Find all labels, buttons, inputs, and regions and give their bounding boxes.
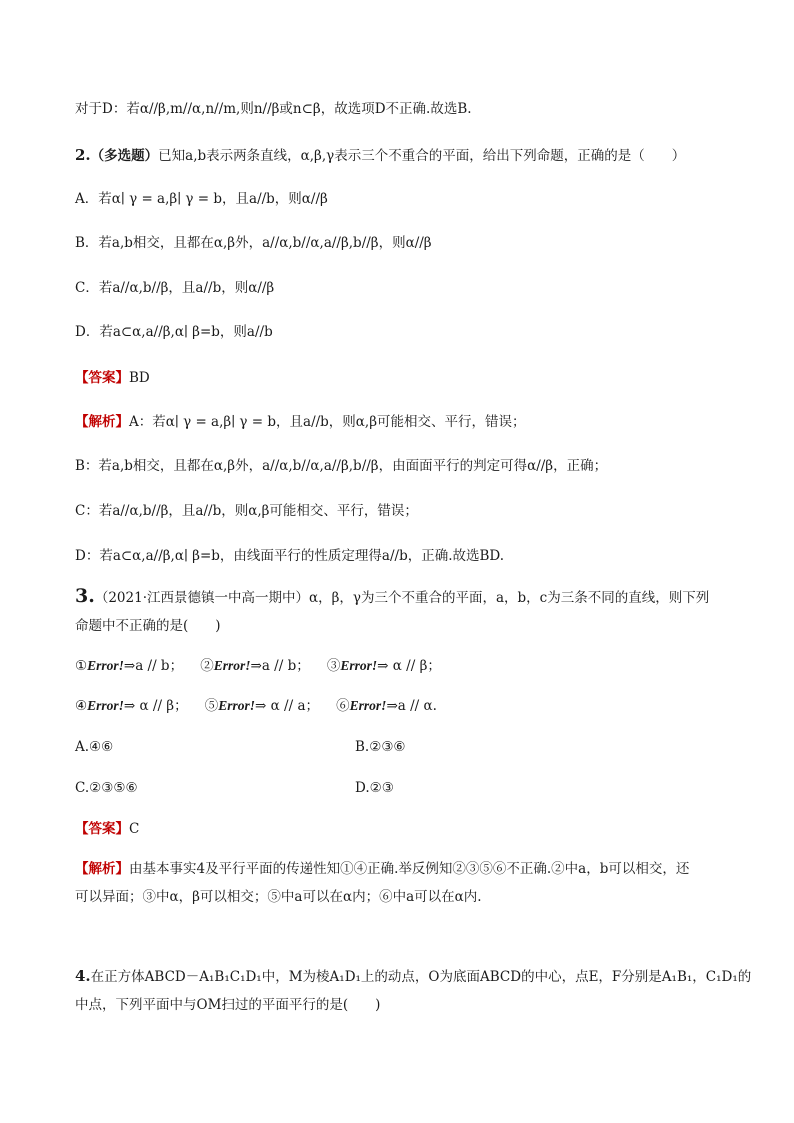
explanation-3a [75, 860, 689, 878]
question-text: 在正方体ABCD－A₁B₁C₁D₁中，M为棱A₁D₁上的动点，O为底面ABCD的中心，点E，F分别是A₁B₁，C₁D₁的 [90, 969, 752, 985]
statement-1-marker: ① [75, 658, 88, 674]
statement-6-error: Error! [349, 698, 387, 713]
explanation-2a [75, 413, 526, 431]
explanation-text: 由基本事实4及平行平面的传递性知①④正确.举反例知②③⑤⑥不正确.②中a，b可以相交，还 [129, 861, 690, 877]
option-b: B.②③⑥ [355, 739, 406, 755]
question-4-line2: 中点，下列平面中与OM扫过的平面平行的是( ) [75, 997, 381, 1013]
statement-4-conclusion: ⇒ α // β； [123, 698, 188, 714]
answer-2 [75, 369, 150, 387]
option-d: D.②③ [355, 780, 394, 796]
question-number: 4. [75, 967, 91, 985]
question-number: 3. [75, 585, 95, 607]
option-b: B．若a,b相交，且都在α,β外，a//α,b//α,a//β,b//β，则α//β [75, 235, 432, 251]
answer-value: BD [129, 370, 150, 386]
statement-5-conclusion: ⇒ α // a； [255, 698, 319, 714]
statement-2-marker: ② [200, 658, 214, 674]
answer-tag: 【答案】 [75, 370, 129, 386]
question-tag: （多选题） [90, 148, 159, 164]
question-text: 已知a,b表示两条直线，α,β,γ表示三个不重合的平面，给出下列命题，正确的是（ ） [158, 148, 686, 164]
answer-3 [75, 820, 139, 838]
statement-1-error: Error! [87, 658, 124, 673]
explanation-tag: 【解析】 [75, 861, 129, 877]
explanation-tag: 【解析】 [75, 414, 129, 430]
question-4-line1 [75, 967, 751, 986]
statement-6-marker: ⑥ [336, 698, 350, 714]
question-3-line2: 命题中不正确的是( ) [75, 618, 221, 634]
statement-5-error: Error! [218, 698, 256, 713]
statement-3-error: Error! [340, 658, 378, 673]
statement-6-conclusion: ⇒a // α. [386, 698, 437, 714]
answer-tag: 【答案】 [75, 821, 129, 837]
explanation-2c: C：若a//α,b//β，且a//b，则α,β可能相交、平行，错误； [75, 503, 418, 519]
statement-4-error: Error! [87, 698, 124, 713]
question-2 [75, 146, 685, 165]
statement-2-conclusion: ⇒a // b； [250, 658, 310, 674]
option-a: A．若α∣ γ = a,β∣ γ = b，且a//b，则α//β [75, 191, 328, 207]
statement-3-marker: ③ [326, 658, 341, 674]
option-a: A.④⑥ [75, 739, 114, 755]
option-c: C．若a//α,b//β，且a//b，则α//β [75, 280, 275, 296]
answer-value: C [129, 821, 140, 837]
question-3-line1 [75, 587, 709, 607]
statement-4-marker: ④ [75, 698, 88, 714]
explanation-2d: D：若a⊂α,a//β,α∣ β=b，由线面平行的性质定理得a//b，正确.故选BD. [75, 548, 505, 564]
statement-1-conclusion: ⇒a // b； [123, 658, 184, 674]
option-c: C.②③⑤⑥ [75, 780, 138, 796]
question-text: （2021·江西景德镇一中高一期中）α，β，γ为三个不重合的平面，a，b，c为三条不同的直线，则下列 [94, 590, 710, 606]
question-number: 2. [75, 146, 91, 164]
explanation-2b: B：若a,b相交，且都在α,β外，a//α,b//α,a//β,b//β，由面面平行的判定可得α//β，正确； [75, 458, 608, 474]
text-line: 对于D：若α//β,m//α,n//m,则n//β或n⊂β，故选项D不正确.故选B. [75, 101, 472, 117]
statement-3-conclusion: ⇒ α // β； [377, 658, 441, 674]
explanation-3b: 可以异面；③中α，β可以相交；⑤中a可以在α内；⑥中a可以在α内. [75, 889, 482, 905]
option-d: D．若a⊂α,a//β,α∣ β=b，则a//b [75, 324, 273, 340]
statements-row-2 [75, 697, 437, 715]
statements-row-1 [75, 657, 441, 675]
statement-5-marker: ⑤ [204, 698, 219, 714]
explanation-text: A：若α∣ γ = a,β∣ γ = b，且a//b，则α,β可能相交、平行，错误； [129, 414, 526, 430]
statement-2-error: Error! [213, 658, 251, 673]
